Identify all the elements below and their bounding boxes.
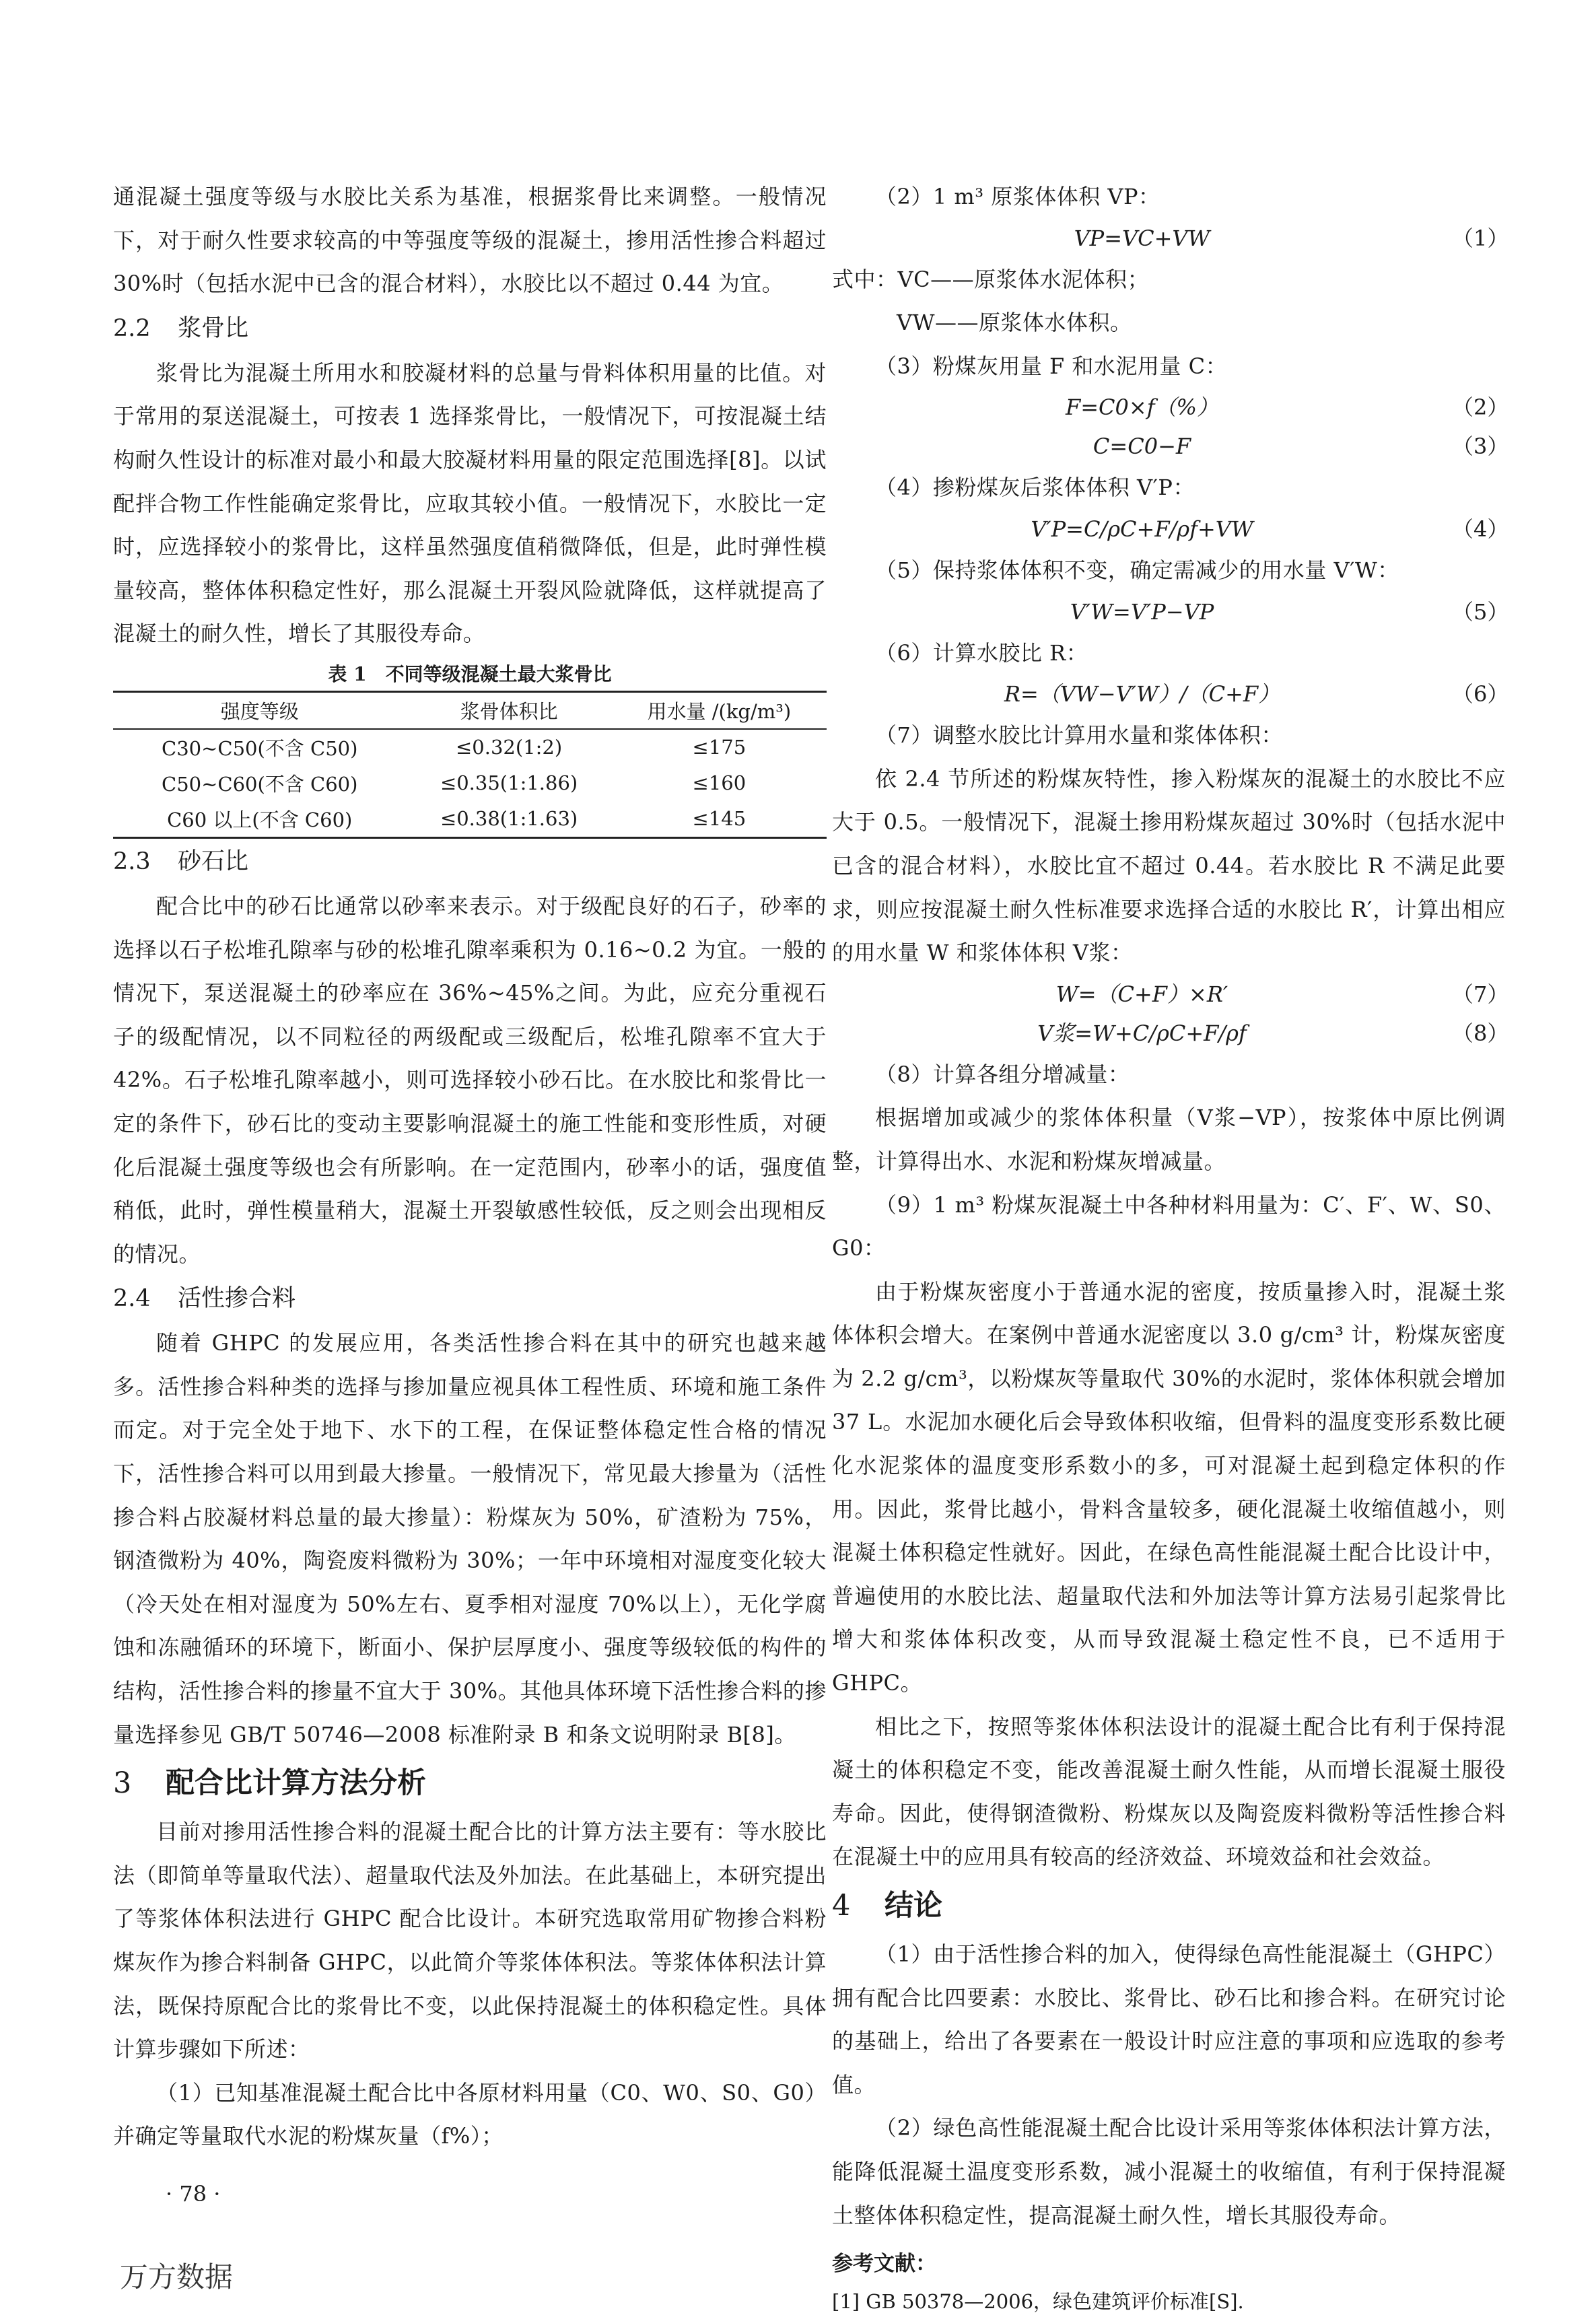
- step-4-text: （4）掺粉煤灰后浆体体积 V′P：: [875, 475, 1195, 501]
- section-2-2-paragraph: 浆骨比为混凝土所用水和胶凝材料的总量与骨料体积用量的比值。对于常用的泵送混凝土，可按表 1 选择浆骨比，一般情况下，可按混凝土结构耐久性设计的标准对最小和最大胶凝材料用量的限定范围选择[8]。以试配拌合物工作性能确定浆骨比，应取其较小值。一般情况下，水胶比一定时，应选择较小的浆骨比，这样虽然强度值稍微降低，但是，此时弹性模量较高，整体体积稳定性好，那么混凝土开裂风险就降低，这样就提高了混凝土的耐久性，增长了其服役寿命。: [113, 359, 827, 647]
- watermark: 万方数据: [120, 2260, 234, 2293]
- table-1: [113, 691, 827, 839]
- step-7-text: （7）调整水胶比计算用水量和浆体体积：: [875, 722, 1283, 749]
- where-line-1: 式中：VC——原浆体水泥体积；: [832, 266, 1150, 292]
- right-column: [832, 175, 1509, 2319]
- table-cell: ≤175: [692, 736, 747, 759]
- step-1-text: （1）已知基准混凝土配合比中各原材料用量（C0、W0、S0、G0）并确定等量取代水泥的粉煤灰量（f%）；: [113, 2079, 827, 2149]
- where-line-2: VW——原浆体水体积。: [897, 310, 1132, 336]
- section-2-4-heading: 2.4 活性掺合料: [113, 1285, 296, 1313]
- reference-item: [1] GB 50378—2006，绿色建筑评价标准[S].: [832, 2290, 1244, 2314]
- table-header: 浆骨体积比: [460, 699, 558, 723]
- step-9-text: （9）1 m³ 粉煤灰混凝土中各种材料用量为：C′、F′、W、S0、G0：: [832, 1191, 1506, 1261]
- comparison-paragraph: 相比之下，按照等浆体体积法设计的混凝土配合比有利于保持混凝土的体积稳定不变，能改善混凝土耐久性能，从而增长混凝土服役寿命。因此，使得钢渣微粉、粉煤灰以及陶瓷废料微粉等活性掺合料在混凝土中的应用具有较高的经济效益、环境效益和社会效益。: [832, 1713, 1506, 1870]
- equation-3: C=C0−F （3）: [1092, 434, 1509, 460]
- table-header: 强度等级: [220, 699, 299, 723]
- equation-7: W=（C+F）×R′ （7）: [1055, 981, 1509, 1007]
- section-2-3-paragraph: 配合比中的砂石比通常以砂率来表示。对于级配良好的石子，砂率的选择以石子松堆孔隙率与砂的松堆孔隙率乘积为 0.16~0.2 为宜。一般的情况下，泵送混凝土的砂率应在 36%~45%之间。为此，应充分重视石子的级配情况，以不同粒径的两级配或三级配后，松堆孔隙率不宜大于 42%。石子松堆孔隙率越小，则可选择较小砂石比。在水胶比和浆骨比一定的条件下，砂石比的变动主要影响混凝土的施工性能和变形性质，对硬化后混凝土强度等级也会有所影响。在一定范围内，砂率小的话，强度值稍低，此时，弹性模量稍大，混凝土开裂敏感性较低，反之则会出现相反的情况。: [113, 893, 827, 1267]
- step-5-text: （5）保持浆体体积不变，确定需减少的用水量 V′W：: [875, 557, 1399, 583]
- section-2-4-paragraph: 随着 GHPC 的发展应用，各类活性掺合料在其中的研究也越来越多。活性掺合料种类的选择与掺加量应视具体工程性质、环境和施工条件而定。对于完全处于地下、水下的工程，在保证整体稳定性合格的情况下，活性掺合料可以用到最大掺量。一般情况下，常见最大掺量为（活性掺合料占胶凝材料总量的最大掺量）：粉煤灰为 50%，矿渣粉为 75%，钢渣微粉为 40%，陶瓷废料微粉为 30%；一年中环境相对湿度变化较大（冷天处在相对湿度为 50%左右、夏季相对湿度 70%以上），无化学腐蚀和冻融循环的环境下，断面小、保护层厚度小、强度等级较低的构件的结构，活性掺合料的掺量不宜大于 30%。其他具体环境下活性掺合料的掺量选择参见 GB/T 50746—2008 标准附录 B 和条文说明附录 B[8]。: [113, 1330, 827, 1747]
- table-1-title: 表 1 不同等级混凝土最大浆骨比: [328, 662, 612, 685]
- conclusion-2: （2）绿色高性能混凝土配合比设计采用等浆体体积法计算方法，能降低混凝土温度变形系数，减小混凝土的收缩值，有利于保持混凝土整体体积稳定性，提高混凝土耐久性，增长其服役寿命。: [832, 2115, 1506, 2228]
- section-2-2-heading: 2.2 浆骨比: [113, 314, 249, 342]
- table-cell: ≤0.35(1:1.86): [440, 771, 578, 795]
- table-row: [113, 729, 827, 765]
- section-2-3-heading: 2.3 砂石比: [113, 847, 249, 875]
- equation-2: F=C0×f（%） （2）: [1066, 394, 1509, 421]
- table-cell: C50~C60(不含 C60): [162, 772, 358, 796]
- page-number: · 78 ·: [166, 2181, 221, 2207]
- step-8-paragraph: 根据增加或减少的浆体体积量（V浆−VP），按浆体中原比例调整，计算得出水、水泥和粉煤灰增减量。: [832, 1105, 1506, 1174]
- left-column: [113, 175, 827, 2158]
- equation-1: VP=VC+VW （1）: [1074, 225, 1509, 251]
- section-3-heading: 3 配合比计算方法分析: [113, 1766, 426, 1801]
- references-heading: 参考文献：: [832, 2252, 936, 2277]
- table-cell: ≤0.38(1:1.63): [440, 807, 578, 831]
- equation-5: V′W=V′P−VP （5）: [1070, 598, 1509, 625]
- step-8-text: （8）计算各组分增减量：: [875, 1061, 1130, 1087]
- step-6-text: （6）计算水胶比 R：: [875, 639, 1088, 666]
- equation-8: V浆=W+C/ρC+F/ρf （8）: [1037, 1020, 1509, 1046]
- section-4-heading: 4 结论: [832, 1889, 942, 1923]
- step-2-text: （2）1 m³ 原浆体体积 VP：: [875, 184, 1160, 209]
- table-cell: ≤145: [692, 807, 747, 831]
- table-row: [113, 801, 827, 838]
- section-3-paragraph: 目前对掺用活性掺合料的混凝土配合比的计算方法主要有：等水胶比法（即简单等量取代法）、超量取代法及外加法。在此基础上，本研究提出了等浆体体积法进行 GHPC 配合比设计。本研究选取常用矿物掺合料粉煤灰作为掺合料制备 GHPC，以此简介等浆体体积法。等浆体体积法计算法，既保持原配合比的浆骨比不变，以此保持混凝土的体积稳定性。具体计算步骤如下所述：: [113, 1819, 827, 2063]
- conclusion-1: （1）由于活性掺合料的加入，使得绿色高性能混凝土（GHPC）拥有配合比四要素：水胶比、浆骨比、砂石比和掺合料。在研究讨论的基础上，给出了各要素在一般设计时应注意的事项和应选取的参考值。: [832, 1941, 1506, 2098]
- table-cell: ≤0.32(1:2): [456, 736, 563, 759]
- table-cell: ≤160: [692, 771, 747, 795]
- table-row: [113, 765, 827, 801]
- table-cell: C30~C50(不含 C50): [162, 736, 358, 760]
- step-7-paragraph: 依 2.4 节所述的粉煤灰特性，掺入粉煤灰的混凝土的水胶比不应大于 0.5。一般情况下，混凝土掺用粉煤灰超过 30%时（包括水泥中已含的混合材料），水胶比宜不超过 0.44。若水胶比 R 不满足此要求，则应按混凝土耐久性标准要求选择合适的水胶比 R′，计算出相应的用水量 W 和浆体体积 V浆：: [832, 765, 1506, 966]
- step-9-paragraph: 由于粉煤灰密度小于普通水泥的密度，按质量掺入时，混凝土浆体体积会增大。在案例中普通水泥密度以 3.0 g/cm³ 计，粉煤灰密度为 2.2 g/cm³，以粉煤灰等量取代 30%的水泥时，浆体体积就会增加 37 L。水泥加水硬化后会导致体积收缩，但骨料的温度变形系数比硬化水泥浆体的温度变形系数小的多，可对混凝土起到稳定体积的作用。因此，浆骨比越小，骨料含量较多，硬化混凝土收缩值越小，则混凝土体积稳定性就好。因此，在绿色高性能混凝土配合比设计中，普遍使用的水胶比法、超量取代法和外加法等计算方法易引起浆骨比增大和浆体体积改变，从而导致混凝土稳定性不良，已不适用于 GHPC。: [832, 1278, 1506, 1696]
- table-header: 用水量 /(kg/m³): [647, 699, 792, 723]
- intro-paragraph: 通混凝土强度等级与水胶比关系为基准，根据浆骨比来调整。一般情况下，对于耐久性要求较高的中等强度等级的混凝土，掺用活性掺合料超过 30%时（包括水泥中已含的混合材料），水胶比以不超过 0.44 为宜。: [113, 184, 827, 297]
- table-cell: C60 以上(不含 C60): [167, 808, 353, 831]
- equation-4: V′P=C/ρC+F/ρf+VW （4）: [1031, 516, 1509, 542]
- equation-6: R=（VW−V′W）/（C+F） （6）: [1004, 681, 1509, 707]
- step-3-text: （3）粉煤灰用量 F 和水泥用量 C：: [875, 353, 1228, 379]
